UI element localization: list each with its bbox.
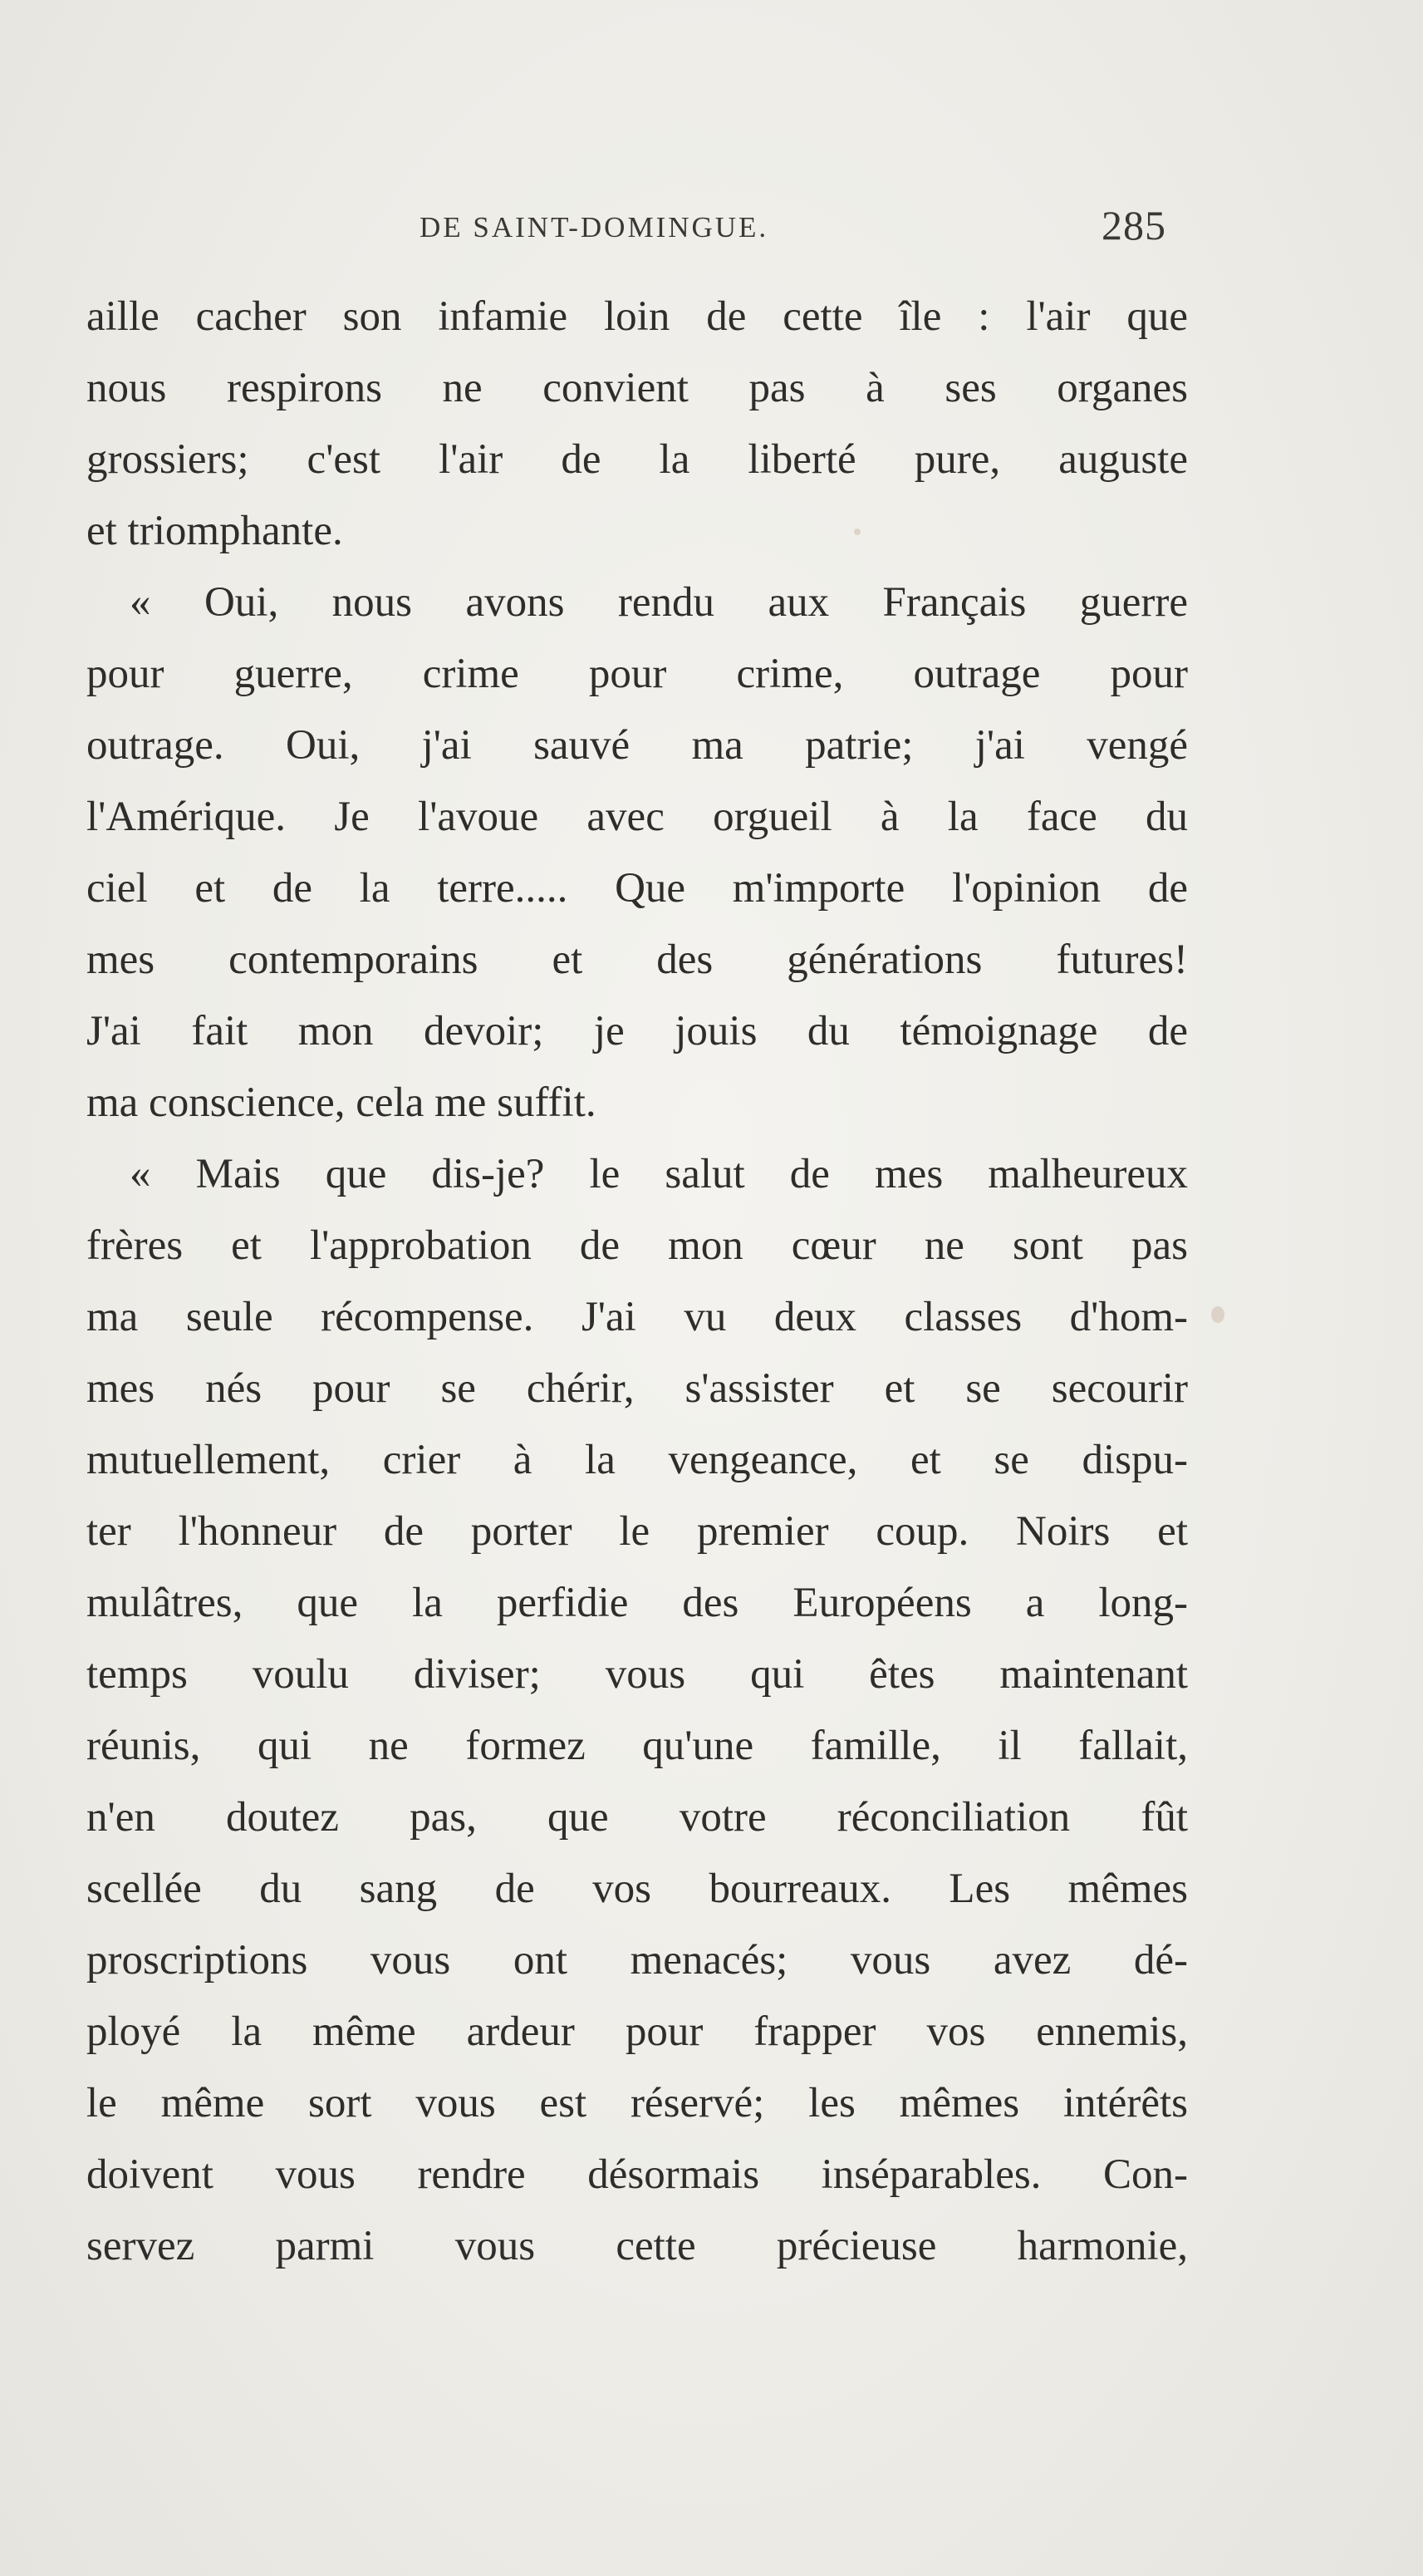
text-line: ma conscience, cela me suffit. [86,1079,596,1126]
text-line: nous respirons ne convient pas à ses organes [86,365,1188,411]
text-line: le même sort vous est réservé; les mêmes intérêts [86,2080,1188,2126]
text-line: ter l'honneur de porter le premier coup. Noirs et [86,1508,1188,1555]
body-text [86,281,1188,2282]
text-line: grossiers; c'est l'air de la liberté pure, auguste [86,436,1188,483]
text-line: réunis, qui ne formez qu'une famille, il fallait, [86,1723,1188,1769]
text-line: n'en doutez pas, que votre réconciliation fût [86,1794,1188,1841]
text-line: « Mais que dis-je? le salut de mes malheureux [130,1151,1188,1197]
text-line: aille cacher son infamie loin de cette île : l'air que [86,293,1188,340]
text-line: mes nés pour se chérir, s'assister et se secourir [86,1365,1188,1412]
text-line: J'ai fait mon devoir; je jouis du témoignage de [86,1008,1188,1054]
text-line: mes contemporains et des générations futures! [86,937,1188,983]
text-line: ciel et de la terre..... Que m'importe l'opinion de [86,865,1188,912]
text-line: et triomphante. [86,508,343,554]
text-line: mutuellement, crier à la vengeance, et se dispu- [86,1437,1188,1483]
page-header [0,198,1423,256]
text-line: temps voulu diviser; vous qui êtes maintenant [86,1651,1188,1698]
text-line: doivent vous rendre désormais inséparables. Con- [86,2151,1188,2198]
text-line: pour guerre, crime pour crime, outrage pour [86,651,1188,697]
text-line: proscriptions vous ont menacés; vous avez dé- [86,1937,1188,1984]
page-number: 285 [1102,202,1166,248]
text-line: mulâtres, que la perfidie des Européens a long- [86,1580,1188,1626]
text-line: « Oui, nous avons rendu aux Français guerre [130,579,1188,626]
paper-stain [1211,1306,1224,1323]
text-line: outrage. Oui, j'ai sauvé ma patrie; j'ai vengé [86,722,1188,769]
text-line: servez parmi vous cette précieuse harmonie, [86,2223,1188,2269]
text-line: ployé la même ardeur pour frapper vos ennemis, [86,2008,1188,2055]
running-title: DE SAINT-DOMINGUE. [420,211,769,243]
text-line: frères et l'approbation de mon cœur ne sont pas [86,1222,1188,1269]
text-line: scellée du sang de vos bourreaux. Les mêmes [86,1866,1188,1912]
text-line: l'Amérique. Je l'avoue avec orgueil à la face du [86,794,1188,840]
text-line: ma seule récompense. J'ai vu deux classes d'hom- [86,1294,1188,1340]
